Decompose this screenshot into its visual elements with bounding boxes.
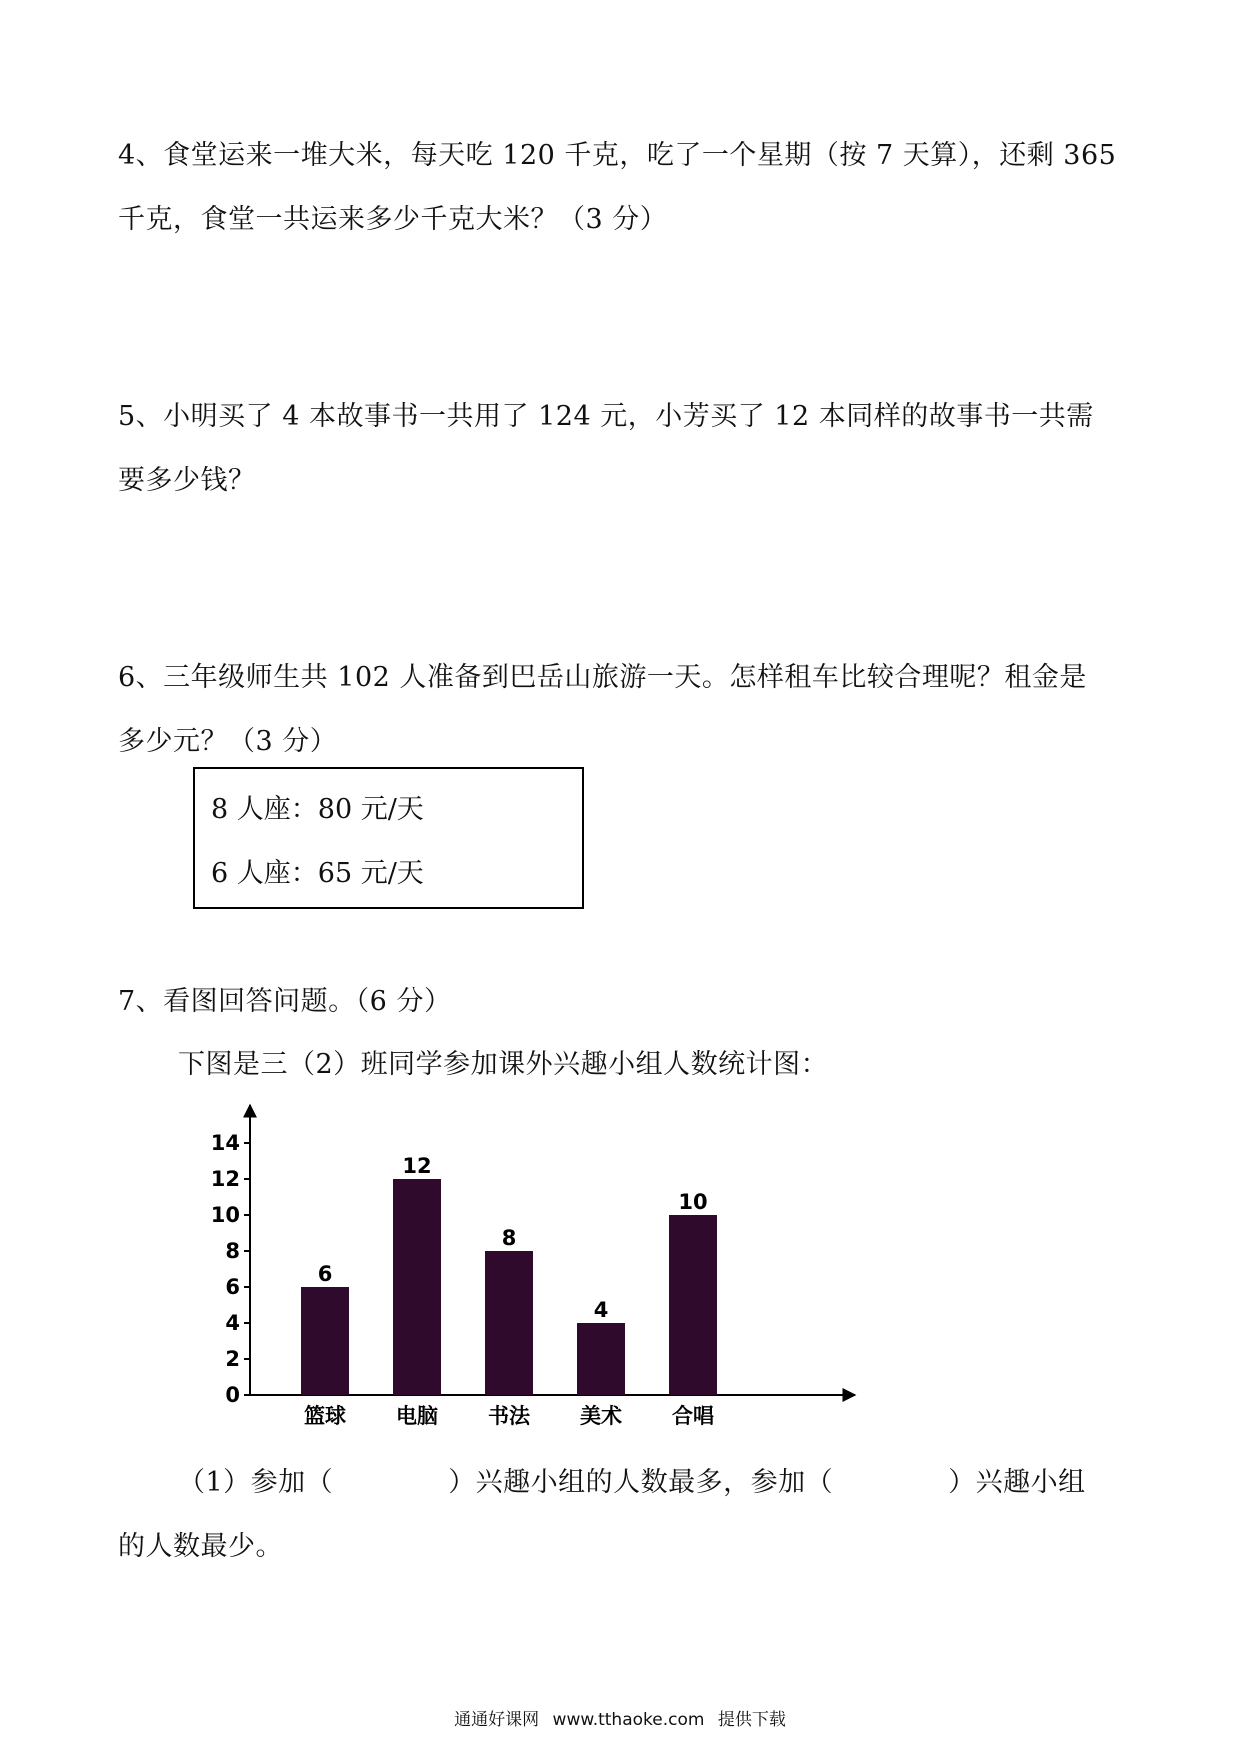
y-tick-label: 8 [225,1239,240,1263]
y-tick-label: 0 [225,1383,240,1407]
q7-sub1-part1: （1）参加（ [178,1467,334,1498]
category-label: 书法 [488,1404,530,1428]
q7-title: 7、看图回答问题。（6 分） [118,986,452,1017]
q7-sub1-part3: ）兴趣小组 [948,1467,1086,1498]
footer-note: 提供下载 [717,1710,786,1730]
category-label: 电脑 [396,1404,438,1428]
q7-sub1-line1 [178,1460,1086,1499]
footer-url[interactable]: www.tthaoke.com [552,1710,705,1730]
category-label: 合唱 [672,1404,714,1428]
q6-line1: 6、三年级师生共 102 人准备到巴岳山旅游一天。怎样租车比较合理呢？租金是 [118,662,1087,693]
q5-line2: 要多少钱？ [118,465,256,496]
y-tick-label: 6 [225,1275,240,1299]
rent-price-box [193,767,584,909]
y-tick-label: 12 [210,1167,240,1191]
bar-1 [393,1179,441,1395]
footer-site-name: 通通好课网 [454,1710,540,1730]
y-tick-label: 14 [210,1131,240,1155]
bar-data-label: 4 [593,1298,609,1322]
rent-option-8-seat: 8 人座：80 元/天 [211,794,424,825]
q4-line1: 4、食堂运来一堆大米，每天吃 120 千克，吃了一个星期（按 7 天算），还剩 365 [118,140,1117,171]
q7-sub1-part2: ）兴趣小组的人数最多，参加（ [448,1467,834,1498]
bar-3 [577,1323,625,1395]
bar-data-label: 12 [402,1154,432,1178]
bar-0 [301,1287,349,1395]
bar-4 [669,1215,717,1395]
rent-option-6-seat: 6 人座：65 元/天 [211,858,424,889]
bar-data-label: 10 [678,1190,708,1214]
q7-sub1-line2: 的人数最少。 [118,1531,283,1562]
bar-chart [200,1095,870,1435]
bar-2 [485,1251,533,1395]
y-tick-label: 2 [225,1347,240,1371]
q6-line2: 多少元？（3 分） [118,726,338,757]
y-tick-label: 10 [210,1203,240,1227]
q4-line2: 千克，食堂一共运来多少千克大米？（3 分） [118,204,668,235]
q5-line1: 5、小明买了 4 本故事书一共用了 124 元，小芳买了 12 本同样的故事书一共需 [118,401,1094,432]
footer [0,1705,1240,1730]
category-label: 美术 [580,1404,622,1428]
bar-data-label: 8 [501,1226,517,1250]
category-label: 篮球 [304,1404,346,1428]
y-tick-label: 4 [225,1311,240,1335]
bar-data-label: 6 [317,1262,333,1286]
q7-intro: 下图是三（2）班同学参加课外兴趣小组人数统计图： [178,1049,829,1080]
